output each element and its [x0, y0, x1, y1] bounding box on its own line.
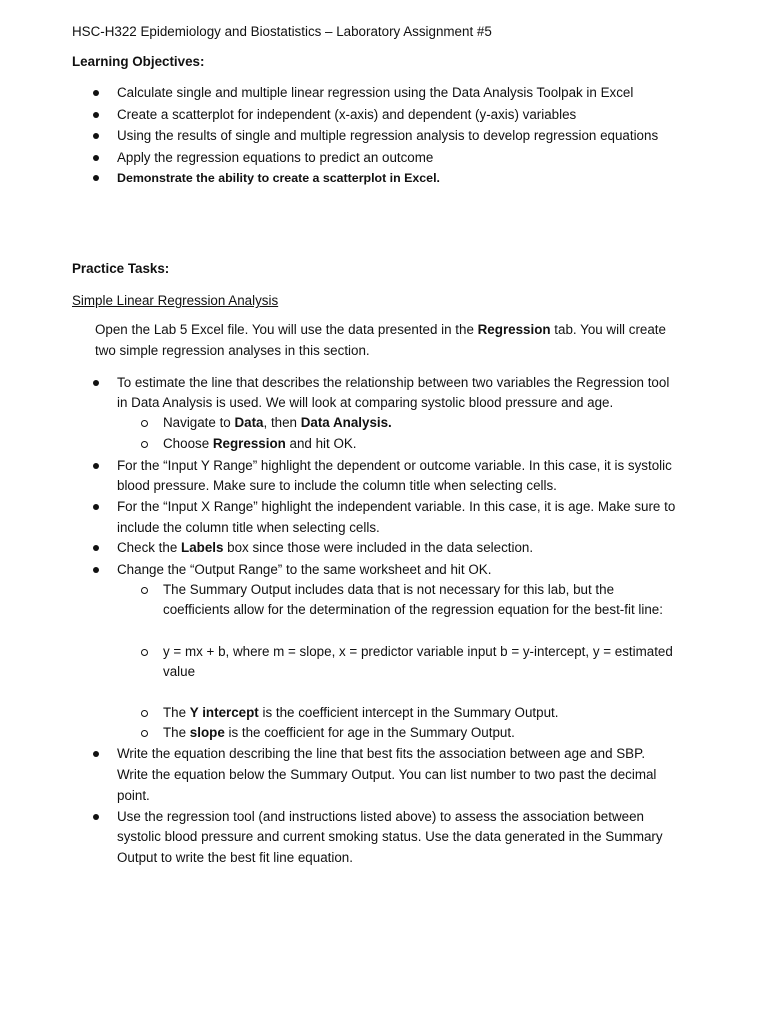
practice-heading: Practice Tasks:: [72, 261, 170, 276]
sub-step: The slope is the coefficient for age in the Summary Output.: [163, 725, 515, 740]
task-line: point.: [117, 788, 150, 803]
task-line: Change the “Output Range” to the same worksheet and hit OK.: [117, 562, 492, 577]
intro-line: two simple regression analyses in this section.: [95, 343, 370, 358]
sub-bullet-icon: [141, 710, 148, 717]
task-line: For the “Input X Range” highlight the independent variable. In this case, it is age. Make sure to: [117, 499, 676, 514]
task-line: Use the regression tool (and instructions listed above) to assess the association between: [117, 809, 644, 824]
sub-step: The Summary Output includes data that is not necessary for this lab, but the: [163, 582, 615, 597]
sub-step: Navigate to Data, then Data Analysis.: [163, 415, 392, 430]
bullet-icon: [93, 175, 99, 181]
sub-bullet-icon: [141, 441, 148, 448]
task-line: For the “Input Y Range” highlight the dependent or outcome variable. In this case, it is systolic: [117, 458, 672, 473]
section-subheading: Simple Linear Regression Analysis: [72, 293, 279, 308]
task-line: include the column title when selecting cells.: [117, 520, 380, 535]
bullet-icon: [93, 814, 99, 820]
bullet-icon: [93, 463, 99, 469]
sub-step: Choose Regression and hit OK.: [163, 436, 357, 451]
task-line: Check the Labels box since those were included in the data selection.: [117, 540, 534, 555]
objective-item: Demonstrate the ability to create a scatterplot in Excel.: [117, 171, 440, 185]
objective-item: Apply the regression equations to predict an outcome: [117, 150, 434, 165]
sub-bullet-icon: [141, 649, 148, 656]
objective-item: Calculate single and multiple linear regression using the Data Analysis Toolpak in Excel: [117, 85, 634, 100]
task-line: systolic blood pressure and current smoking status. Use the data generated in the Summary: [117, 829, 663, 844]
sub-step: value: [163, 664, 196, 679]
objective-item: Using the results of single and multiple regression analysis to develop regression equations: [117, 128, 659, 143]
sub-bullet-icon: [141, 420, 148, 427]
bullet-icon: [93, 567, 99, 573]
task-line: To estimate the line that describes the relationship between two variables the Regression tool: [117, 375, 670, 390]
task-line: blood pressure. Make sure to include the column title when selecting cells.: [117, 478, 557, 493]
document-title: HSC-H322 Epidemiology and Biostatistics – Laboratory Assignment #5: [72, 24, 492, 39]
objective-item: Create a scatterplot for independent (x-axis) and dependent (y-axis) variables: [117, 107, 577, 122]
bullet-icon: [93, 751, 99, 757]
sub-bullet-icon: [141, 730, 148, 737]
sub-bullet-icon: [141, 587, 148, 594]
sub-step: The Y intercept is the coefficient intercept in the Summary Output.: [163, 705, 559, 720]
task-line: in Data Analysis is used. We will look at comparing systolic blood pressure and age.: [117, 395, 614, 410]
bullet-icon: [93, 133, 99, 139]
objectives-heading: Learning Objectives:: [72, 54, 205, 69]
bullet-icon: [93, 545, 99, 551]
task-line: Write the equation below the Summary Output. You can list number to two past the decimal: [117, 767, 657, 782]
task-line: Output to write the best fit line equation.: [117, 850, 353, 865]
bullet-icon: [93, 504, 99, 510]
bullet-icon: [93, 112, 99, 118]
bullet-icon: [93, 90, 99, 96]
bullet-icon: [93, 155, 99, 161]
bullet-icon: [93, 380, 99, 386]
sub-step: y = mx + b, where m = slope, x = predictor variable input b = y-intercept, y = estimated: [163, 644, 673, 659]
sub-step: coefficients allow for the determination of the regression equation for the best-fit line:: [163, 602, 663, 617]
intro-line: Open the Lab 5 Excel file. You will use the data presented in the Regression tab. You will create: [95, 322, 666, 337]
task-line: Write the equation describing the line that best fits the association between age and SBP.: [117, 746, 646, 761]
